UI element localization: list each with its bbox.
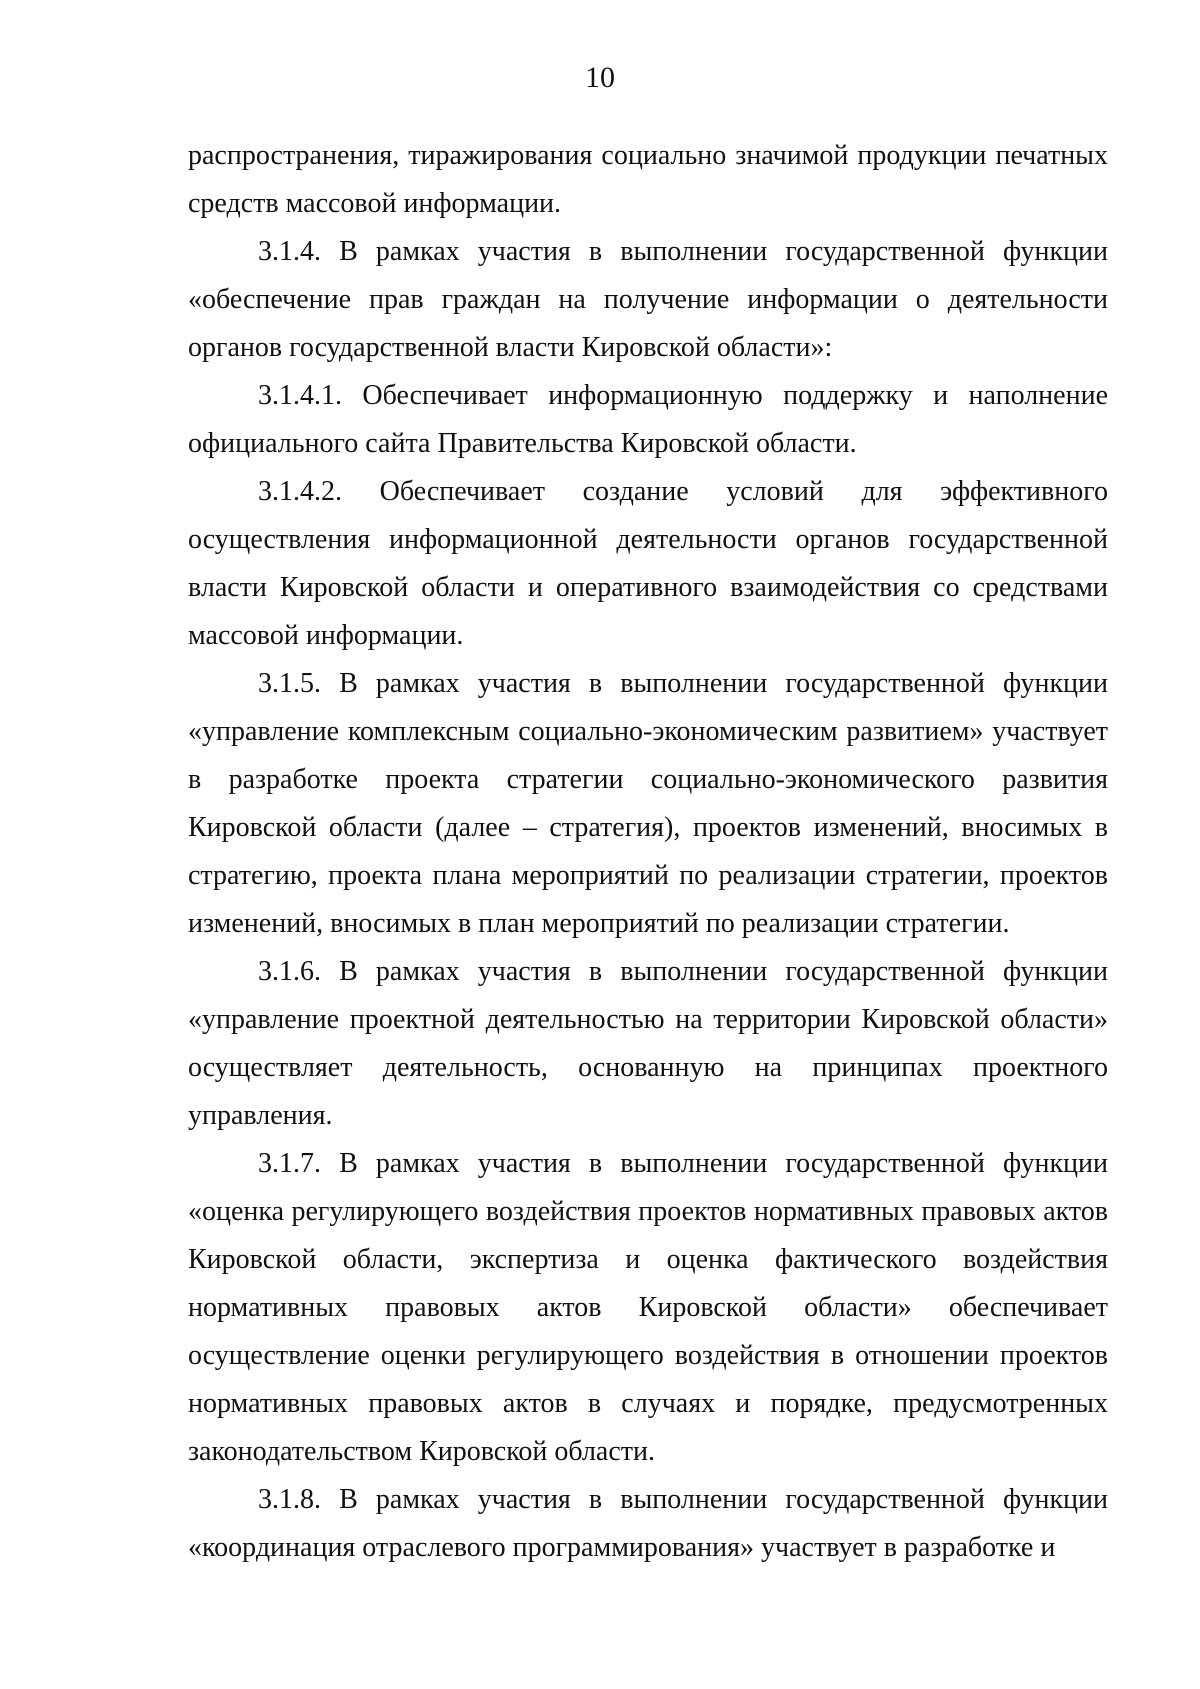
paragraph-3-1-7: 3.1.7. В рамках участия в выполнении государственной функции «оценка регулирующего воздействия проектов нормативных правовых актов Кировской области, экспертиза и оценка фактического воздействия нормативных правовых актов Кировской области» обеспечивает осуществление оценки регулирующего воздействия в отношении проектов нормативных правовых актов в случаях и порядке, предусмотренных законодательством Кировской области. — [188, 1148, 1108, 1467]
paragraph-3-1-4: 3.1.4. В рамках участия в выполнении государственной функции «обеспечение прав граждан на получение информации о деятельности органов государственной власти Кировской области»: — [188, 236, 1108, 363]
paragraph-3-1-5: 3.1.5. В рамках участия в выполнении государственной функции «управление комплексным социально-экономическим развитием» участвует в разработке проекта стратегии социально-экономического развития Кировской области (далее – стратегия), проектов изменений, вносимых в стратегию, проекта плана мероприятий по реализации стратегии, проектов изменений, вносимых в план мероприятий по реализации стратегии. — [188, 668, 1108, 939]
paragraph-continuation: распространения, тиражирования социально значимой продукции печатных средств массовой информации. — [188, 140, 1108, 219]
document-body — [188, 132, 1108, 1572]
paragraph-3-1-6: 3.1.6. В рамках участия в выполнении государственной функции «управление проектной деятельностью на территории Кировской области» осуществляет деятельность, основанную на принципах проектного управления. — [188, 956, 1108, 1131]
paragraph-3-1-4-1: 3.1.4.1. Обеспечивает информационную поддержку и наполнение официального сайта Правительства Кировской области. — [188, 380, 1108, 459]
page-number: 10 — [585, 61, 615, 94]
paragraph-3-1-4-2: 3.1.4.2. Обеспечивает создание условий для эффективного осуществления информационной деятельности органов государственной власти Кировской области и оперативного взаимодействия со средствами массовой информации. — [188, 476, 1108, 651]
paragraph-3-1-8: 3.1.8. В рамках участия в выполнении государственной функции «координация отраслевого программирования» участвует в разработке и — [188, 1484, 1108, 1563]
